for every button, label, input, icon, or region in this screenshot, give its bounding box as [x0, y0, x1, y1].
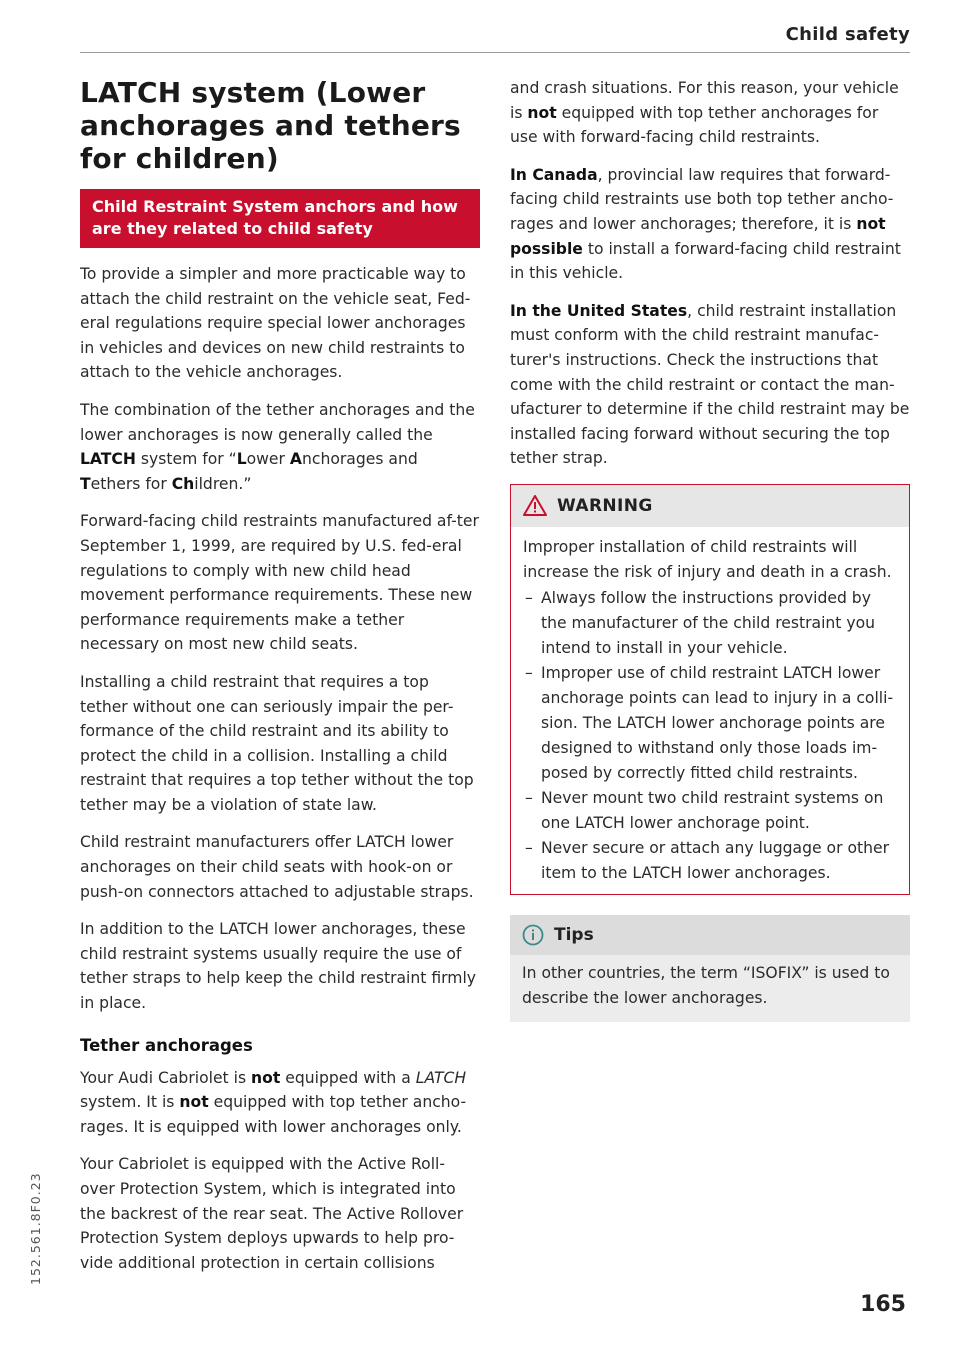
bold-letter: Ch: [171, 474, 195, 493]
paragraph: [510, 76, 910, 150]
bold-text: not: [251, 1068, 281, 1087]
bold-letter: L: [236, 450, 247, 469]
info-circle-icon: [522, 924, 544, 946]
text: equipped with top tether ancho-rages. It is equipped with lower anchorages only.: [80, 1093, 467, 1136]
tips-box: [510, 915, 910, 1022]
bold-text: In Canada: [510, 165, 598, 184]
text: equipped with a: [280, 1068, 416, 1087]
tips-body: [510, 955, 910, 1010]
tips-header: [510, 915, 910, 955]
text: ildren.”: [194, 474, 252, 493]
warning-item: – Never mount two child restraint systems on one LATCH lower anchorage point.: [523, 786, 895, 836]
text: and crash situations. For this reason, your vehicle is: [510, 79, 899, 122]
tips-text: In other countries, the term “ISOFIX” is used to describe the lower anchorages.: [522, 964, 890, 1007]
text: The combination of the tether anchorages and the lower anchorages is now generally called the: [80, 400, 475, 444]
italic-term: LATCH: [415, 1068, 467, 1087]
tips-label: Tips: [554, 925, 594, 946]
header-rule: [80, 52, 910, 53]
paragraph: To provide a simpler and more practicable way to attach the child restraint on the vehicle seat, Fed-eral regulations require special lower anchorages in vehicles and devices on new child restraints to attach to the vehicle anchorages.: [80, 265, 471, 382]
bold-text: not: [179, 1093, 209, 1112]
warning-box: [510, 484, 910, 895]
paragraph: In addition to the LATCH lower anchorages, these child restraint systems usually require the use of tether straps to help keep the child restraint firmly in place.: [80, 920, 477, 1013]
subheading-tether-anchorages: Tether anchorages: [80, 1035, 253, 1055]
text: , provincial law requires that forward-facing child restraints use both top tether ancho-rages and lower anchorages; therefore, it is: [510, 165, 894, 233]
paragraph: Your Cabriolet is equipped with the Active Roll-over Protection System, which is integrated into the backrest of the rear seat. The Active Rollover Protection System deploys upwards to help pro-vide additional protection in certain collisions: [80, 1155, 464, 1272]
text: Your Audi Cabriolet is: [80, 1068, 252, 1087]
section-title: LATCH system (Lower anchorages and tethers for children): [80, 76, 461, 175]
bold-letter: T: [80, 474, 91, 493]
warning-label: WARNING: [557, 495, 653, 516]
warning-list: [523, 586, 895, 886]
paragraph-united-states: [510, 299, 910, 471]
warning-item: – Always follow the instructions provided by the manufacturer of the child restraint you intend to install in your vehicle.: [523, 586, 895, 661]
text: ethers for: [90, 474, 172, 493]
warning-header: [511, 485, 909, 527]
bold-letter: A: [289, 450, 302, 469]
right-column: [510, 76, 910, 1022]
warning-intro: Improper installation of child restraints will increase the risk of injury and death in a crash.: [523, 537, 892, 581]
text: to install a forward-facing child restraint in this vehicle.: [510, 239, 901, 283]
left-column: [80, 70, 480, 1288]
text: system for “: [135, 450, 237, 469]
paragraph-latch-definition: [80, 398, 480, 496]
warning-item: – Never secure or attach any luggage or other item to the LATCH lower anchorages.: [523, 836, 895, 886]
paragraph: [80, 1066, 480, 1140]
text: , child restraint installation must conform with the child restraint manufac-turer's instructions. Check the instructions that come with the child restraint or contact the man-ufacturer to determine if the child restraint may be installed facing forward without securing the top tether strap.: [510, 301, 910, 468]
bold-text: not: [527, 103, 557, 122]
running-header: Child safety: [785, 24, 910, 45]
paragraph: Installing a child restraint that requires a top tether without one can seriously impair the per-formance of the child restraint and its ability to protect the child in a collision. Installing a child restraint that requires a top tether without the top tether may be a violation of state law.: [80, 672, 474, 814]
subsection-banner: Child Restraint System anchors and how are they related to child safety: [80, 189, 480, 248]
text: ower: [246, 450, 290, 469]
paragraph-canada: [510, 163, 910, 286]
paragraph: Child restraint manufacturers offer LATCH lower anchorages on their child seats with hook-on or push-on connectors attached to adjustable straps.: [80, 833, 474, 901]
page-number: 165: [860, 1292, 906, 1317]
text: system. It is: [80, 1093, 180, 1112]
warning-triangle-icon: [523, 495, 547, 516]
bold-text: In the United States: [510, 301, 688, 320]
document-code: 152.561.8F0.23: [28, 1172, 43, 1285]
text: nchorages and: [301, 450, 418, 469]
bold-term: LATCH: [80, 450, 136, 469]
text: equipped with top tether anchorages for use with forward-facing child restraints.: [510, 103, 879, 147]
warning-item: – Improper use of child restraint LATCH lower anchorage points can lead to injury in a colli-sion. The LATCH lower anchorage points are designed to withstand only those loads im-posed by correctly fitted child restraints.: [523, 661, 895, 786]
paragraph: Forward-facing child restraints manufactured af-ter September 1, 1999, are required by U.S. fed-eral regulations to comply with new child head movement performance requirements. These new performance requirements make a tether necessary on most new child seats.: [80, 512, 479, 654]
warning-body: [511, 527, 909, 894]
bold-text: not possible: [510, 214, 886, 258]
